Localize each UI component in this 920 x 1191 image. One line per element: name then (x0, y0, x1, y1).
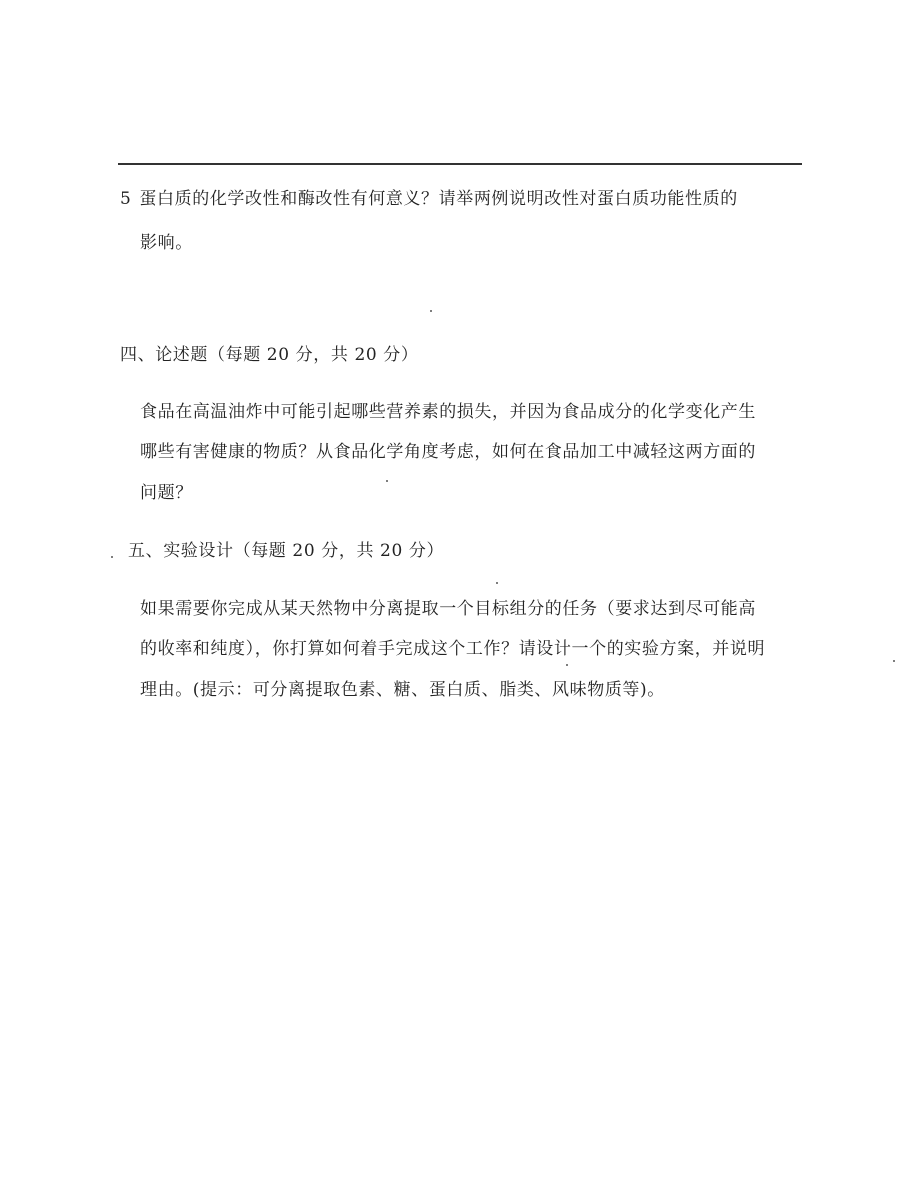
section-5-heading: 五、实验设计（每题 20 分，共 20 分） (128, 541, 445, 561)
question-5-number: 5 (120, 189, 132, 209)
question-5-line-2: 影响。 (140, 233, 193, 253)
section-4-line-1: 食品在高温油炸中可能引起哪些营养素的损失，并因为食品成分的化学变化产生 (140, 402, 756, 422)
section-5-line-3: 理由。(提示：可分离提取色素、糖、蛋白质、脂类、风味物质等)。 (140, 680, 665, 700)
section-4-line-2: 哪些有害健康的物质？从食品化学角度考虑，如何在食品加工中减轻这两方面的 (140, 442, 756, 462)
scan-speck (566, 664, 568, 666)
top-divider (118, 163, 802, 165)
scan-speck (430, 310, 432, 312)
section-5-line-1: 如果需要你完成从某天然物中分离提取一个目标组分的任务（要求达到尽可能高 (140, 599, 756, 619)
question-5-text-1: 蛋白质的化学改性和酶改性有何意义？请举两例说明改性对蛋白质功能性质的 (139, 189, 738, 209)
section-4-heading: 四、论述题（每题 20 分，共 20 分） (120, 345, 419, 365)
section-5-line-2: 的收率和纯度），你打算如何着手完成这个工作？请设计一个的实验方案，并说明 (140, 639, 766, 659)
scan-speck (111, 556, 113, 558)
section-4-line-3: 问题？ (140, 483, 193, 503)
scan-speck (893, 660, 895, 662)
question-5-line-1 (120, 188, 738, 210)
scan-speck (496, 582, 498, 584)
scan-speck (386, 480, 388, 482)
